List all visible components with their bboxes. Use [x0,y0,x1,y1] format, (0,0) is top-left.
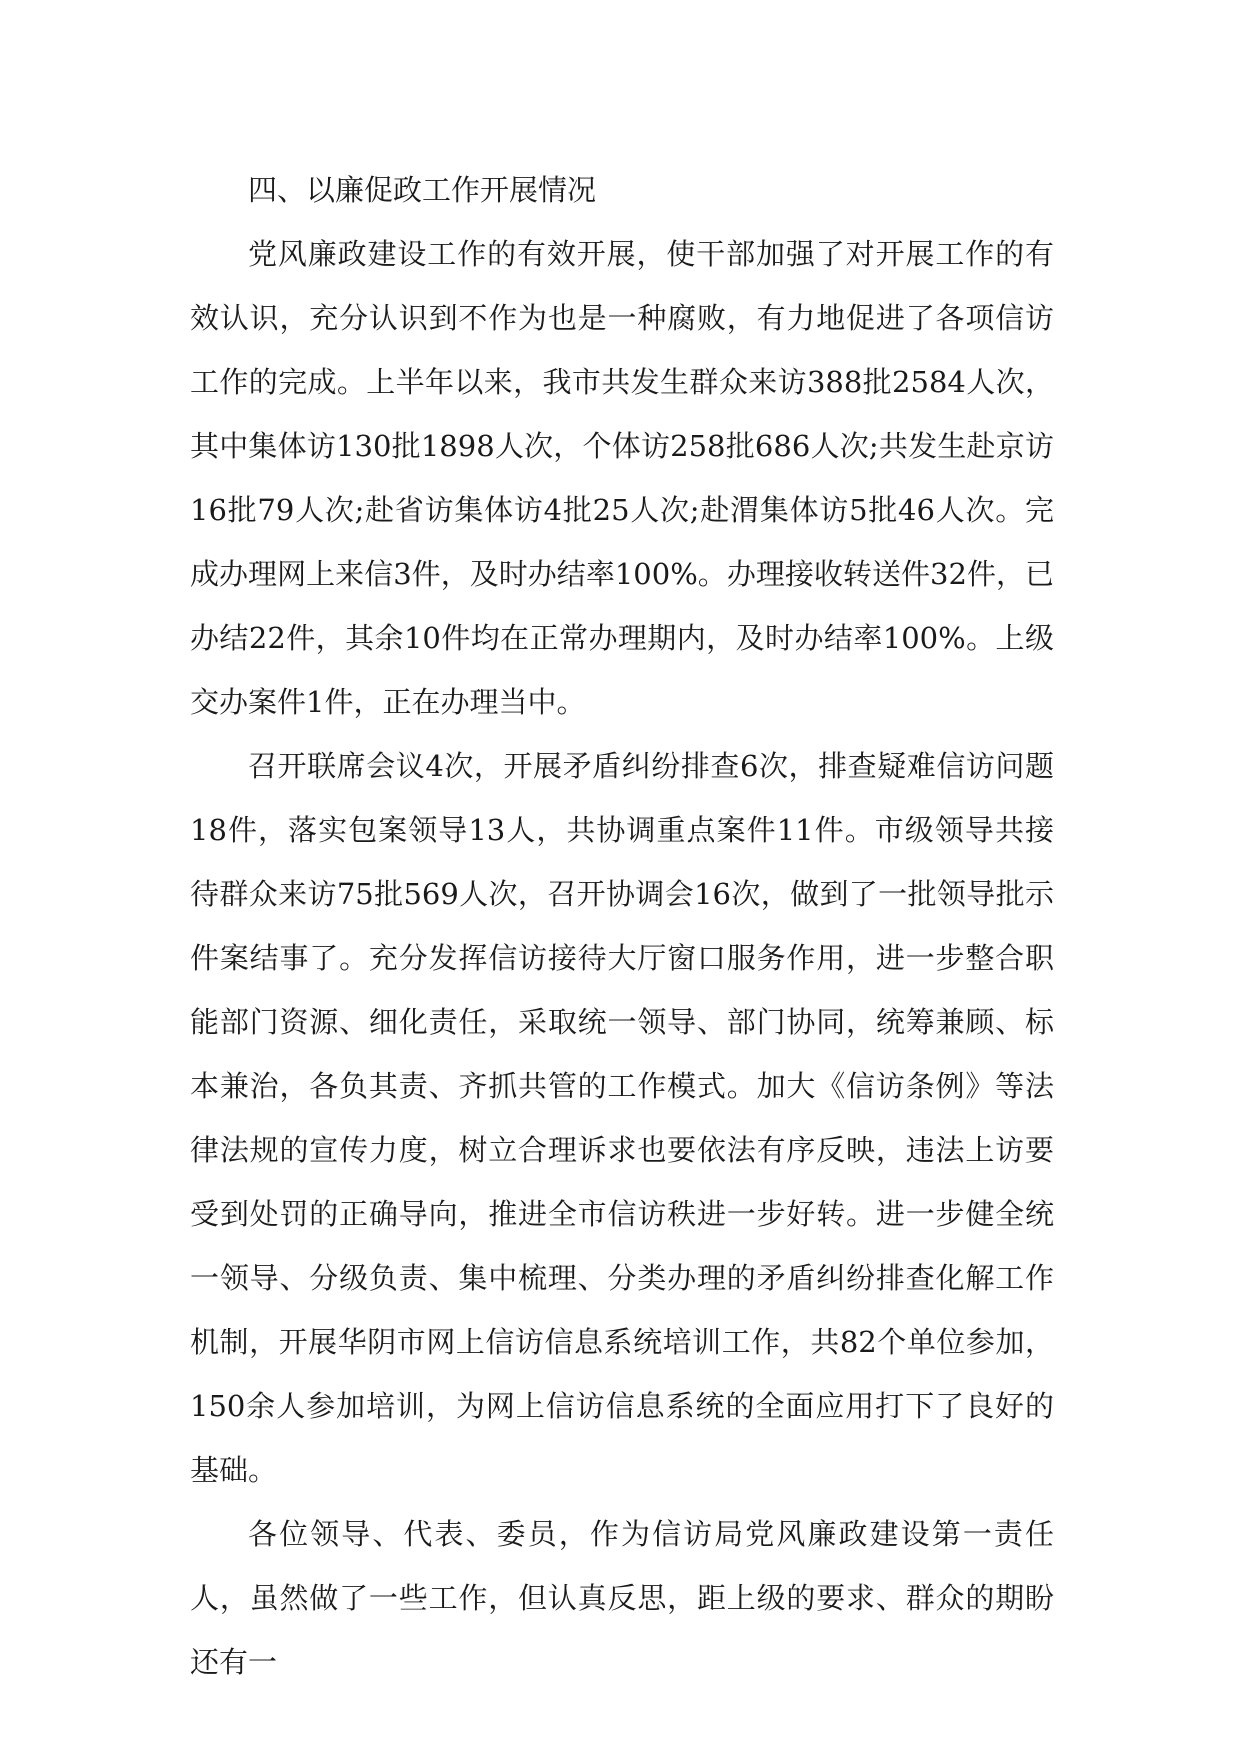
paragraph-reflection: 各位领导、代表、委员，作为信访局党风廉政建设第一责任人，虽然做了一些工作，但认真反思，距上级的要求、群众的期盼还有一 [190,1517,1054,1679]
section-heading: 四、以廉促政工作开展情况 [248,173,597,207]
paragraph-meetings: 召开联席会议4次，开展矛盾纠纷排查6次，排查疑难信访问题18件，落实包案领导13人，共协调重点案件11件。市级领导共接待群众来访75批569人次，召开协调会16次，做到了一批领导批示件案结事了。充分发挥信访接待大厅窗口服务作用，进一步整合职能部门资源、细化责任，采取统一领导、部门协同，统筹兼顾、标本兼治，各负其责、齐抓共管的工作模式。加大《信访条例》等法律法规的宣传力度，树立合理诉求也要依法有序反映，违法上访要受到处罚的正确导向，推进全市信访秩进一步好转。进一步健全统一领导、分级负责、集中梳理、分类办理的矛盾纠纷排查化解工作机制，开展华阴市网上信访信息系统培训工作，共82个单位参加，150余人参加培训，为网上信访信息系统的全面应用打下了良好的基础。 [190,749,1054,1487]
document-body [190,158,1054,1694]
paragraph-work-summary: 党风廉政建设工作的有效开展，使干部加强了对开展工作的有效认识，充分认识到不作为也是一种腐败，有力地促进了各项信访工作的完成。上半年以来，我市共发生群众来访388批2584人次，其中集体访130批1898人次，个体访258批686人次;共发生赴京访16批79人次;赴省访集体访4批25人次;赴渭集体访5批46人次。完成办理网上来信3件，及时办结率100%。办理接收转送件32件，已办结22件，其余10件均在正常办理期内，及时办结率100%。上级交办案件1件，正在办理当中。 [190,237,1054,719]
